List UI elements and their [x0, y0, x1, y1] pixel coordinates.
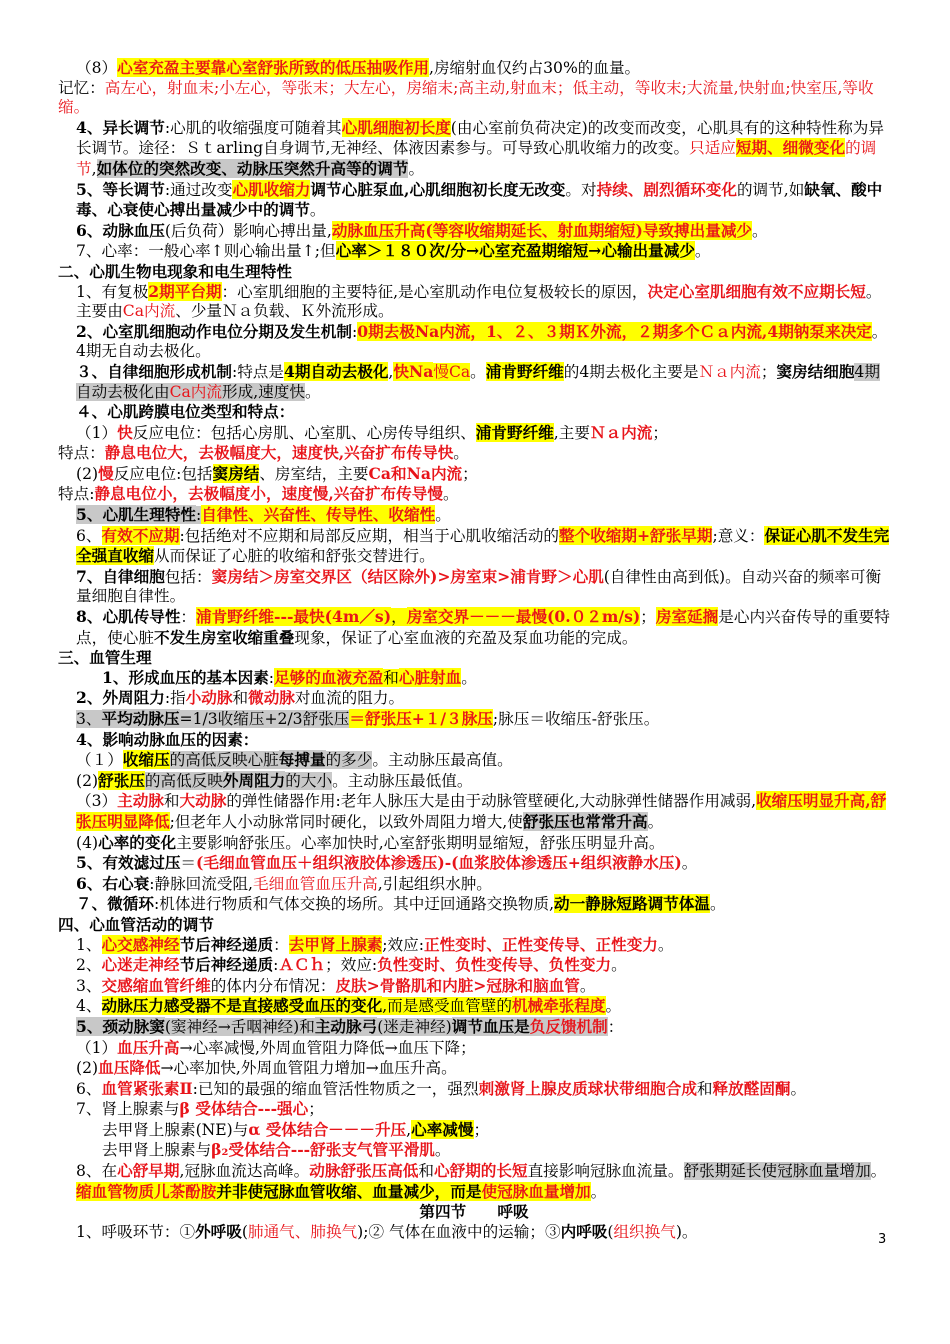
text-run: 调节心脏泵血,心肌细胞初长度无改变 [310, 179, 566, 199]
text-line [58, 771, 890, 792]
text-run: 2、 [76, 956, 102, 975]
text-line [58, 853, 890, 874]
text-line [58, 180, 890, 221]
text-run: :包括绝对不应期和局部反应期，相当于心肌收缩活动的 [179, 526, 560, 545]
text-run: 主要影响舒张压。心率加快时,心室舒张期明显缩短，舒张压明显升高。 [176, 833, 665, 852]
text-line [58, 833, 890, 854]
text-run: : [268, 668, 275, 687]
text-run: 使冠脉血量增加 [481, 1181, 591, 1201]
text-run: 。主要由 [76, 282, 882, 321]
text-line [58, 322, 890, 362]
text-run: 的高低反映 [144, 771, 223, 790]
text-run: 。 [611, 956, 627, 975]
text-run: 心脏射血 [398, 667, 462, 687]
text-run: 。主动脉压最低值。 [332, 771, 473, 790]
text-run: →心率加快,外周血管阻力增加→血压升高。 [160, 1059, 457, 1078]
text-run: 动一静脉短路调节体温 [554, 894, 710, 914]
text-run: 的高低反映心脏 [169, 751, 279, 770]
text-run: β 受体结合---强心 [179, 1099, 309, 1119]
text-line [58, 443, 890, 464]
text-run: 5、心肌生理特性 [76, 505, 197, 525]
text-run: 心率减慢 [411, 1119, 474, 1139]
text-line [58, 1222, 890, 1243]
text-run: 2、外周阻力 [76, 688, 165, 708]
text-line [58, 955, 890, 976]
text-line [58, 996, 890, 1017]
text-run: 足够的血液充盈 [274, 667, 384, 687]
text-line [58, 915, 890, 935]
text-run: 的4期去极化主要是 [563, 362, 699, 381]
text-run: 动脉血压升高(等容收缩期延长、射血期缩短)导致搏出量减少 [331, 220, 753, 240]
text-run: 皮肤>骨骼肌和内脏>冠脉和脑血管 [335, 975, 580, 995]
text-run: 1、形成血压的基本因素 [102, 667, 269, 687]
text-run: 如体位的突然改变、动脉压突然升高等的调节 [96, 158, 409, 178]
text-run: 0期去极Na内流，1、２、３期Ｋ外流，２期多个Ｃａ内流,4期钠泵来决定 [357, 321, 872, 341]
text-run: , [406, 1120, 412, 1139]
text-run: )。 [675, 1222, 698, 1241]
text-run: 。 [309, 201, 326, 220]
text-run: 1、有复极 [76, 282, 149, 301]
text-run: 。主动脉压最高值。 [372, 751, 513, 770]
text-run: β₂受体结合---舒张支气管平滑肌 [211, 1140, 435, 1160]
text-run: ;效应: [382, 935, 424, 954]
text-run: , [91, 159, 97, 178]
text-run: 。 [461, 668, 477, 687]
text-run: 特点： [58, 444, 105, 463]
text-line [58, 791, 890, 832]
text-run: 心肌收缩力 [232, 179, 311, 199]
text-line [58, 58, 890, 79]
text-run: ３、自律细胞形成机制 [76, 361, 232, 381]
text-run: 三、血管生理 [58, 648, 152, 668]
text-run: 窦房结 [212, 463, 260, 483]
text-run: 5、颈动脉窦 [76, 1016, 165, 1036]
text-run: 。 [304, 382, 321, 401]
text-run: 二、心肌生物电现象和电生理特性 [58, 261, 292, 281]
text-run: 收缩压 [122, 750, 170, 770]
text-run: 释放醛固酮 [712, 1078, 791, 1098]
text-run: 房室交界－－－最慢(0.０２m/s) [406, 607, 641, 627]
text-run: 。 [694, 242, 711, 261]
text-run: 浦肯野纤维---最快(4m／s) [196, 607, 392, 627]
text-line [58, 894, 890, 915]
text-line [58, 1058, 890, 1079]
text-run: (后负荷）影响心搏出量, [164, 221, 332, 240]
text-run: 外呼吸 [195, 1221, 242, 1241]
text-run: 。 [442, 485, 459, 504]
text-run: (自律性由高到低)。自动兴奋的频率可衡量细胞自律性。 [76, 567, 882, 606]
text-run: 特点: [58, 485, 95, 504]
text-line [58, 505, 890, 526]
text-run: 和 [383, 668, 399, 687]
text-run: 窦房结＞房室交界区（结区除外)>房室束>浦肯野＞心肌 [211, 566, 604, 586]
text-run: （１） [76, 751, 123, 770]
text-run: ＝ [180, 854, 197, 873]
text-run: 舒张压 [98, 770, 145, 790]
text-run: 去甲肾上腺素(NE)与 [102, 1120, 249, 1139]
text-run: 心室充盈主要靠心室舒张所致的低压抽吸作用 [117, 58, 429, 77]
text-run: 的体内分布情况： [210, 976, 336, 995]
text-run: 机械牵张程度 [511, 996, 606, 1016]
text-run: 。 [470, 362, 486, 381]
text-run: 、房室结，主要 [259, 464, 369, 483]
text-run: 节后神经递质 [179, 934, 274, 954]
text-run: ,而是感受血管壁的 [382, 997, 512, 1016]
text-run: :通过改变 [164, 180, 233, 199]
text-run: ４、心肌跨膜电位类型和特点： [76, 402, 295, 422]
text-run: 。 [408, 159, 425, 178]
text-line [58, 484, 890, 505]
text-run: 。 [453, 444, 469, 463]
text-run: : [273, 956, 279, 975]
text-run: 缺氧、酸中毒、心衰使心搏出量减少中的调节 [76, 179, 883, 220]
text-run: 和 [163, 792, 180, 811]
text-run: 心舒期的长短 [434, 1161, 528, 1181]
text-run: 浦肯野纤维 [485, 361, 564, 381]
text-run: ( [241, 1222, 248, 1241]
text-run: ， [391, 608, 407, 627]
text-run: ( [607, 1222, 614, 1241]
text-run: （1） [76, 423, 118, 442]
text-run: 血管紧张素Ⅱ [101, 1078, 193, 1098]
text-run: 的多少 [325, 751, 373, 770]
text-run: 。 [647, 812, 664, 831]
text-run: (2) [76, 1059, 99, 1078]
text-run: ＝舒张压+１/３脉压 [349, 709, 493, 728]
text-run: 和 [299, 1017, 315, 1036]
text-run: ;但老年人小动脉常同时硬化，以致外周阻力增大,使 [169, 812, 523, 831]
text-line [58, 709, 890, 730]
text-run: 短期、细微变化 [735, 138, 846, 158]
text-run: 1、呼吸环节：① [76, 1222, 196, 1241]
document-body [58, 58, 890, 1242]
text-run: 2期平台期 [148, 281, 222, 301]
text-run: 7、肾上腺素与 [76, 1100, 180, 1119]
text-run: 是心内兴奋传导的重要特点，使心脏 [76, 608, 890, 647]
text-run: 心肌细胞初长度 [341, 117, 451, 137]
text-run: ； [308, 1100, 324, 1119]
text-run: 只适应 [689, 139, 736, 158]
text-line [58, 402, 890, 423]
text-run: 决定心室肌细胞有效不应期长短 [647, 281, 866, 301]
text-run: α 受体结合－－－升压 [248, 1119, 407, 1139]
text-run: （3） [76, 792, 118, 811]
text-run: 3、 [76, 710, 102, 728]
text-run: 动脉舒张压高低 [309, 1161, 419, 1181]
text-run: 。 [435, 506, 451, 525]
text-run: 4、 [76, 997, 102, 1016]
text-run: ７、微循环 [76, 894, 154, 914]
text-run: Ca内流 [169, 382, 222, 401]
text-line [58, 526, 890, 567]
text-run: 负反馈机制 [529, 1016, 608, 1036]
text-run: 节后神经递质 [179, 955, 274, 975]
text-run: 外周阻力 [222, 770, 286, 790]
text-run: 心率的变化 [98, 832, 177, 852]
text-run: (由心室前负荷决定)的改变而改变，心肌具有的这种特性称为异长调节。途径：Ｓｔarling自身调节,无神经、体液因素参与。可导致心肌收缩力的改变。 [76, 118, 884, 158]
text-run: ： [273, 935, 289, 954]
text-line [58, 935, 890, 956]
text-run: ； [473, 1120, 490, 1139]
text-run: ,房缩射血仅约占30%的血量。 [429, 59, 641, 77]
text-run: 窦房结细胞 [776, 361, 855, 381]
text-run: 动脉压力感受器不是直接感受血压的变化 [101, 996, 383, 1016]
text-run: 自律性、兴奋性、传导性、收缩性 [201, 505, 436, 525]
text-line [58, 221, 890, 242]
text-run: 的大小 [285, 771, 333, 790]
text-line [58, 1161, 890, 1202]
text-run: 4、影响动脉血压的因素： [76, 729, 259, 749]
text-run: 心交感神经 [101, 934, 180, 954]
text-run: 8、在 [76, 1162, 118, 1181]
text-run: 内呼吸 [560, 1221, 608, 1241]
text-run: 7、心率：一般心率↑则心输出量↑;但 [76, 242, 336, 261]
text-line [58, 750, 890, 771]
text-run: (毛细血管血压＋组织液胶体渗透压)-(血浆胶体渗透压+组织液静水压) [196, 853, 682, 873]
text-line [58, 607, 890, 648]
text-line [58, 464, 890, 485]
text-run: : [196, 506, 202, 525]
text-line [58, 976, 890, 997]
text-run: ,引起组织水肿。 [377, 874, 492, 893]
text-run: 血压升高 [117, 1037, 180, 1057]
text-run: ,主要 [553, 423, 590, 442]
text-line [58, 1099, 890, 1120]
text-run: 整个收缩期+舒张早期 [559, 525, 713, 545]
text-run: 不发生房室收缩重叠 [153, 627, 295, 647]
text-run: ： [607, 1017, 624, 1036]
text-run: 5、等长调节 [76, 179, 165, 199]
text-run: Ca内流 [122, 302, 176, 321]
text-run: 保证心肌不发生完全强直收缩 [76, 525, 890, 566]
text-run: ：心室肌细胞的主要特征,是心室肌动作电位复极较长的原因， [221, 282, 648, 301]
text-run: ； [760, 362, 777, 381]
text-run: 舒张期延长使冠脉血量增加 [683, 1162, 871, 1181]
text-line [58, 874, 890, 895]
text-run: 6、 [76, 1079, 102, 1098]
text-run: 6、右心衰 [76, 873, 150, 893]
text-line [58, 730, 890, 751]
page-number: 3 [878, 1232, 887, 1247]
text-run: 和 [418, 1162, 434, 1181]
text-run: 四、心血管活动的调节 [58, 914, 214, 934]
text-run: (窦神经→舌咽神经) [164, 1017, 300, 1036]
text-line [58, 79, 890, 118]
text-run: 。 [710, 895, 726, 914]
text-line [58, 1120, 890, 1141]
text-run: 。 [657, 935, 674, 954]
text-run: 8、心肌传导性 [76, 607, 181, 627]
text-line [58, 1017, 890, 1038]
text-run: :静脉回流受阻, [149, 874, 254, 893]
text-run: 浦肯野纤维 [475, 422, 554, 442]
text-run: 组织换气 [613, 1222, 676, 1241]
text-run: →心率减慢,外周血管阻力降低→血压下降； [179, 1038, 476, 1057]
text-run: 4、异长调节 [76, 117, 165, 137]
text-run: 血压降低 [98, 1058, 161, 1078]
text-run: 包括： [164, 567, 212, 586]
text-run: 5、有效滤过压 [76, 853, 181, 873]
text-run: 现象，保证了心室血液的充盈及泵血功能的完成。 [294, 628, 638, 647]
text-run: :指 [164, 689, 186, 708]
text-run: ；效应: [325, 956, 378, 975]
text-run: 高左心，射血末;小左心，等张末；大左心，房缩末;高主动,射血末；低主动，等收末;大流量,快射血;快室压,等收缩。 [58, 78, 874, 117]
text-run: 记忆： [58, 78, 105, 97]
text-run: 收缩压明显升高,舒张压明显降低 [76, 791, 887, 831]
text-run: 2、心室肌细胞动作电位分期及发生机制 [76, 321, 352, 341]
text-run: 。4期无自动去极化。 [76, 322, 888, 361]
text-line [58, 1202, 890, 1222]
text-run: 心舒早期 [117, 1161, 180, 1181]
text-run: 对血流的阻力。 [294, 689, 405, 708]
text-run: 慢 [98, 463, 114, 483]
text-run: Ca和Na内流 [368, 463, 463, 483]
text-run: :特点是 [231, 362, 284, 381]
text-run: Ｎａ内流 [589, 422, 653, 442]
text-run: 正性变时、正性变传导、正性变力 [423, 934, 658, 954]
text-run: 。 [790, 1079, 807, 1098]
text-run: 负性变时、负性变传导、负性变力 [377, 955, 612, 975]
text-run: 去甲肾上腺素与 [102, 1141, 212, 1160]
text-run: 和 [232, 689, 249, 708]
text-line [58, 362, 890, 402]
text-run: 慢Ca [433, 362, 471, 381]
text-run: （8） [76, 59, 118, 77]
text-run: 的弹性储器作用:老年人脉压大是由于动脉管壁硬化,大动脉弹性储器作用减弱, [226, 792, 757, 811]
text-run: 房室延搁 [655, 607, 719, 627]
text-line [58, 567, 890, 607]
text-run: 、少量Ｎａ负载、Ｋ外流形成。 [175, 302, 394, 321]
text-run: 有效不应期 [101, 525, 180, 545]
text-run: 6、动脉血压 [76, 220, 165, 240]
text-run: 的调节,如 [736, 180, 805, 199]
text-run: 心率＞１８０次/分→心室充盈期缩短→心输出量减少 [335, 241, 695, 261]
text-run: 毛细血管血压升高 [253, 874, 378, 893]
text-run: 。 [590, 1182, 607, 1201]
text-run: 反应电位:包括 [113, 464, 213, 483]
text-run: 的调节 [76, 139, 877, 178]
text-line [58, 1038, 890, 1059]
text-run: (2) [76, 771, 99, 790]
text-run: 心迷走神经 [101, 955, 180, 975]
text-run: 第四节 呼吸 [419, 1202, 529, 1222]
text-run: 7、自律细胞 [76, 566, 165, 586]
text-run: :心肌的收缩强度可随着其 [164, 118, 342, 137]
text-run: ;脉压＝收缩压-舒张压。 [492, 710, 660, 728]
text-run: 形成,速度快 [222, 382, 305, 401]
text-run: 去甲肾上腺素 [288, 934, 383, 954]
text-run: 并非使冠脉血管收缩、血量减少，而是 [216, 1181, 482, 1201]
text-run: 微动脉 [248, 688, 295, 708]
text-run: 。 [579, 976, 596, 995]
text-run: 。 [434, 1141, 451, 1160]
text-line [58, 1079, 890, 1100]
text-run: 快 [117, 422, 133, 442]
text-run: 缩血管物质儿茶酚胺 [76, 1181, 217, 1201]
text-run: 。 [870, 1162, 887, 1181]
text-run: 和 [696, 1079, 713, 1098]
text-run: 。 [605, 997, 622, 1016]
text-run: (迷走神经) [377, 1017, 452, 1036]
text-run: :机体进行物质和气体交换的场所。其中迂回通路交换物质, [153, 895, 555, 914]
text-run: 调节血压是 [451, 1016, 530, 1036]
text-run: 主动脉弓 [314, 1016, 378, 1036]
text-run: (2) [76, 464, 99, 483]
text-run: : [351, 322, 358, 341]
text-line [58, 282, 890, 322]
text-run: 交感缩血管纤维 [101, 975, 211, 995]
text-line [58, 1140, 890, 1161]
text-run: 。对 [565, 180, 597, 199]
text-run: 反应电位：包括心房肌、心室肌、心房传导组织、 [132, 423, 476, 442]
text-line [58, 118, 890, 180]
text-line [58, 262, 890, 282]
text-run: 4期自动去极化由 [76, 362, 880, 401]
text-run: 每搏量 [278, 750, 326, 770]
text-run: 从而保证了心脏的收缩和舒张交替进行。 [153, 547, 435, 566]
text-run: 1、 [76, 935, 102, 954]
text-run: 静息电位小，去极幅度小，速度慢,兴奋扩布传导慢 [94, 484, 443, 504]
text-line [58, 241, 890, 262]
text-run: 3、 [76, 976, 102, 995]
text-line [58, 688, 890, 709]
text-run: 持续、剧烈循环变化 [596, 179, 737, 199]
text-run: 舒张压也常常升高 [522, 811, 648, 831]
text-run: 大动脉 [179, 791, 227, 811]
text-run: 直接影响冠脉血流量。 [527, 1162, 684, 1181]
text-run: ； [652, 423, 668, 442]
text-run: 肺通气、肺换气 [247, 1222, 358, 1241]
text-run: 6、 [76, 526, 102, 545]
text-run: 小动脉 [185, 688, 233, 708]
text-run: , [388, 362, 394, 381]
text-run: 。 [752, 221, 768, 240]
text-run: ； [640, 608, 656, 627]
text-run: 刺激肾上腺皮质球状带细胞合成 [478, 1078, 697, 1098]
text-run: ,冠脉血流达高峰。 [179, 1162, 310, 1181]
text-run: 。 [681, 854, 698, 873]
text-line [58, 648, 890, 668]
text-run: ； [462, 464, 478, 483]
text-run: 主动脉 [117, 791, 164, 811]
text-line [58, 668, 890, 689]
text-run: ＡＣｈ [278, 955, 326, 975]
text-run: :已知的最强的缩血管活性物质之一，强烈 [192, 1079, 479, 1098]
text-run: 快Na [393, 361, 434, 381]
text-run: 4期自动去极化 [284, 361, 389, 381]
text-line [58, 423, 890, 444]
text-run: 静息电位大，去极幅度大，速度快,兴奋扩布传导快 [104, 443, 454, 463]
text-run: （1） [76, 1038, 118, 1057]
text-run: 平均动脉压 [101, 709, 180, 728]
text-run: (4) [76, 833, 99, 852]
text-run: Ｎａ内流 [698, 362, 761, 381]
text-run: );② 气体在血液中的运输；③ [357, 1222, 561, 1241]
text-run: ： [180, 608, 197, 627]
text-run: ;意义： [712, 526, 765, 545]
text-run: =1/3收缩压+2/3舒张压 [179, 710, 350, 728]
